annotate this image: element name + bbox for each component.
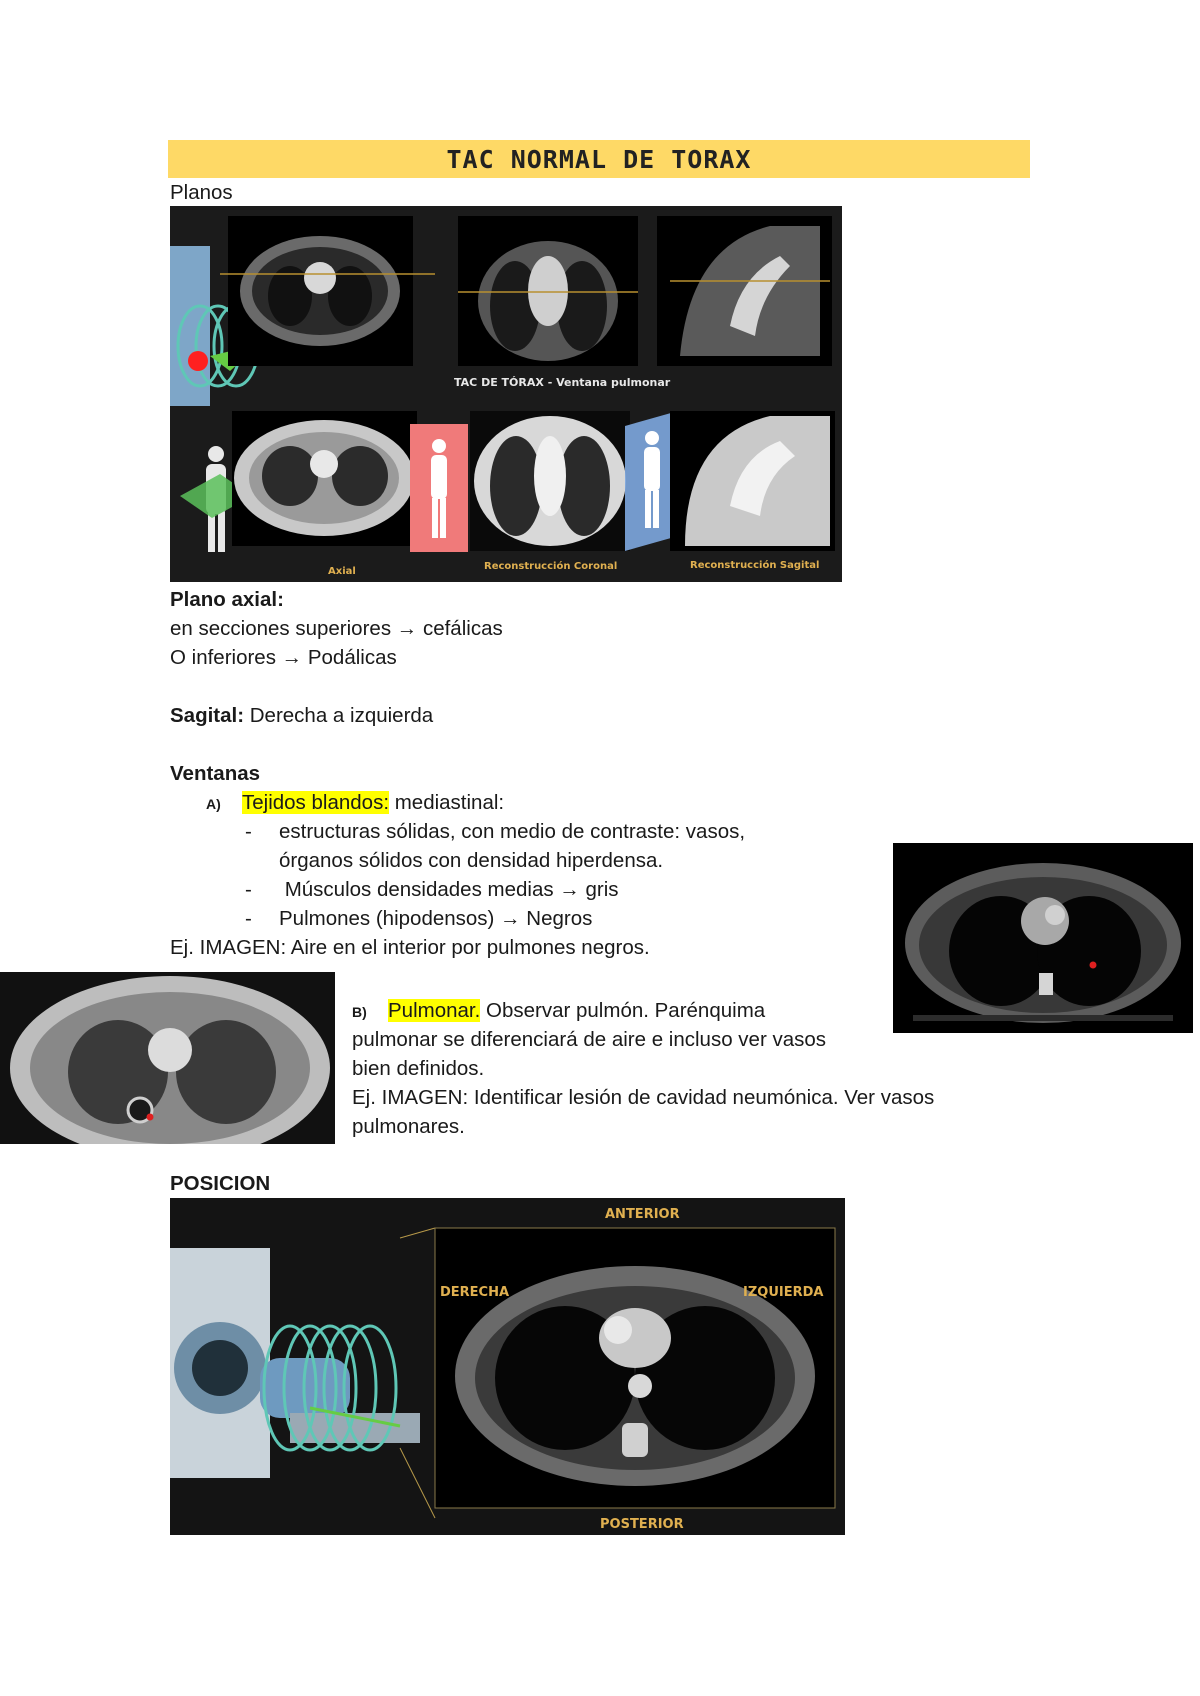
ventana-b-line-4: Ej. IMAGEN: Identificar lesión de cavidad neumónica. Ver vasos (352, 1086, 935, 1109)
ventana-a-line (206, 788, 504, 819)
label-sagital: Reconstrucción Sagital (690, 560, 820, 571)
ventana-a-rest: mediastinal: (389, 791, 505, 814)
label-coronal: Reconstrucción Coronal (484, 561, 618, 572)
posicion-heading: POSICION (170, 1172, 271, 1195)
ventana-b-line-3: bien definidos. (352, 1057, 485, 1080)
ventana-b-marker: B) (352, 1004, 367, 1020)
ventana-b-line-2: pulmonar se diferenciará de aire e incluso ver vasos (352, 1028, 827, 1051)
ventana-b-text: Observar pulmón. Parénquima (480, 999, 766, 1022)
label-derecha: DERECHA (440, 1285, 510, 1300)
ventana-a-bullet-2: - Músculos densidades medias → gris (245, 878, 619, 901)
label-axial: Axial (328, 566, 356, 577)
bullet-text: Músculos densidades medias → gris (279, 878, 619, 901)
planes-figure (170, 206, 842, 582)
window-caption: TAC DE TÓRAX - Ventana pulmonar (454, 376, 671, 389)
ventana-b-highlight: Pulmonar. (388, 999, 481, 1022)
ventana-a-bullet-1: - estructuras sólidas, con medio de contraste: vasos, (245, 820, 746, 843)
lesion-marker-icon (1090, 962, 1097, 969)
plano-axial-line2: O inferiores → Podálicas (170, 646, 397, 669)
ventana-a-bullet-1-cont: órganos sólidos con densidad hiperdensa. (279, 849, 664, 872)
title-bar (168, 140, 1030, 178)
label-izquierda: IZQUIERDA (743, 1285, 824, 1300)
ventanas-heading: Ventanas (170, 762, 261, 785)
position-figure (170, 1198, 845, 1535)
ventana-b-line-5: pulmonares. (352, 1115, 465, 1138)
sagital-line (170, 701, 433, 730)
label-posterior: POSTERIOR (600, 1517, 684, 1532)
sagital-text: Derecha a izquierda (244, 704, 434, 727)
plano-axial-heading: Plano axial: (170, 588, 284, 611)
ct-lung-image (0, 972, 335, 1144)
ventana-a-example: Ej. IMAGEN: Aire en el interior por pulmones negros. (170, 936, 650, 959)
ct-mediastinal-image (893, 843, 1193, 1033)
label-anterior: ANTERIOR (605, 1207, 680, 1222)
planos-label: Planos (170, 181, 233, 204)
ventana-b-line (352, 996, 765, 1027)
ventana-a-bullet-3: - Pulmones (hipodensos) → Negros (245, 907, 593, 930)
bullet-text: Pulmones (hipodensos) → Negros (279, 907, 593, 930)
planes-figure-svg (170, 206, 842, 582)
bullet-text: estructuras sólidas, con medio de contraste: vasos, (279, 820, 746, 843)
ventana-a-highlight: Tejidos blandos: (242, 791, 390, 814)
plano-axial-line1: en secciones superiores → cefálicas (170, 617, 503, 640)
ventana-a-marker: A) (206, 796, 221, 812)
sagital-label: Sagital: (170, 704, 245, 727)
page-title: TAC NORMAL DE TORAX (446, 144, 752, 174)
cavity-marker-icon (147, 1114, 154, 1121)
